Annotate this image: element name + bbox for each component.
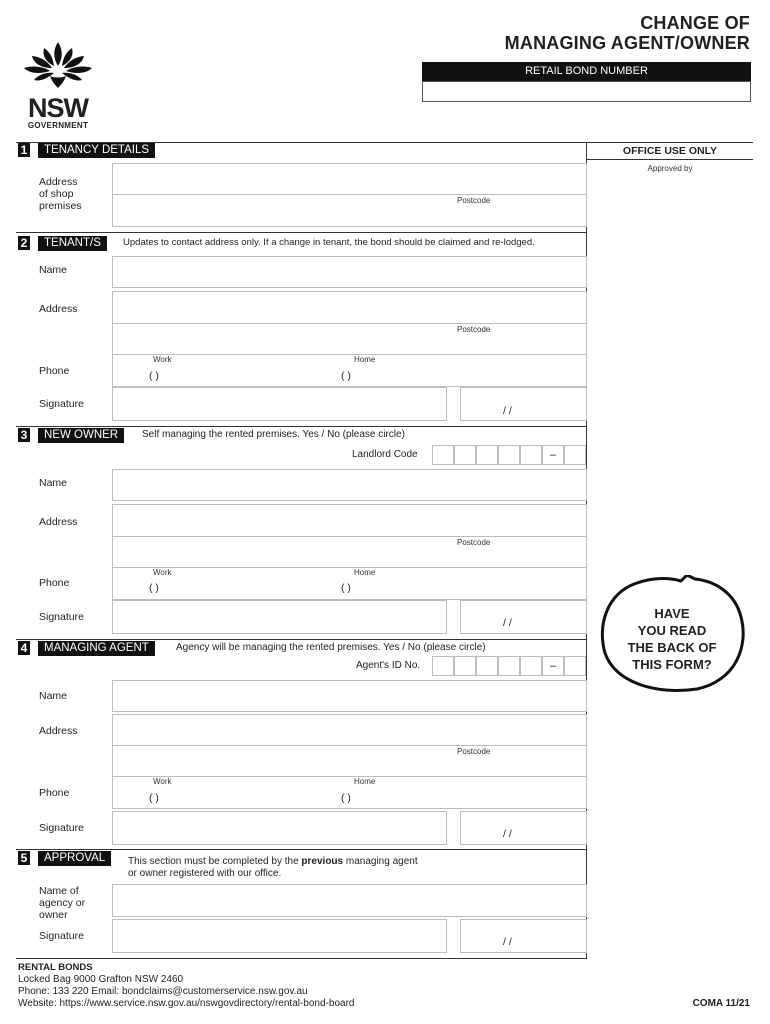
home-phone-area: ( ) [341, 370, 351, 382]
address-of-shop-premises-label: Address of shop premises [39, 176, 82, 212]
owner-signature-input[interactable] [112, 600, 447, 634]
work-phone-area: ( ) [149, 370, 159, 382]
callout-line: HAVE [654, 606, 690, 621]
code-cell[interactable] [564, 445, 586, 465]
shop-address-line-1[interactable] [112, 163, 587, 195]
retail-bond-number-input[interactable] [422, 81, 751, 102]
section-2-note: Updates to contact address only. If a change in tenant, the bond should be claimed and re-lodged. [123, 237, 535, 248]
work-phone-area: ( ) [149, 792, 159, 804]
callout-line: YOU READ [637, 623, 707, 638]
retail-bond-number-label: RETAIL BOND NUMBER [422, 62, 751, 81]
agent-phone-label: Phone [39, 787, 70, 799]
approval-signature-input[interactable] [112, 919, 447, 953]
section-4-number: 4 [18, 641, 30, 655]
owner-address-line-2[interactable] [112, 536, 587, 568]
landlord-code-label: Landlord Code [352, 449, 418, 460]
postcode-label: Postcode [457, 747, 491, 756]
shop-address-line-2[interactable] [112, 194, 587, 227]
postcode-label: Postcode [457, 196, 491, 205]
date-separator: / / [503, 405, 512, 417]
date-separator: / / [503, 936, 512, 948]
approval-signature-label: Signature [39, 930, 84, 942]
agent-address-label: Address [39, 725, 78, 737]
section-4-note: Agency will be managing the rented premises. Yes / No (please circle) [176, 642, 486, 653]
footer-address: Locked Bag 9000 Grafton NSW 2460 [18, 974, 184, 985]
approval-date-input[interactable] [460, 919, 587, 953]
section-4-title: MANAGING AGENT [38, 641, 155, 656]
footer-website[interactable]: Website: https://www.service.nsw.gov.au/nswgovdirectory/rental-bond-board [18, 998, 355, 1009]
office-use-title: OFFICE USE ONLY [622, 145, 718, 157]
agent-signature-input[interactable] [112, 811, 447, 845]
agent-address-line-1[interactable] [112, 714, 587, 746]
section-5-rule [16, 849, 586, 850]
tenant-address-line-1[interactable] [112, 291, 587, 324]
work-label: Work [153, 568, 172, 577]
section-2-rule [16, 232, 586, 233]
agency-or-owner-label: Name of agency or owner [39, 885, 86, 921]
section-5-note [128, 856, 418, 867]
owner-address-label: Address [39, 516, 78, 528]
landlord-code-boxes[interactable] [432, 445, 586, 465]
section-5-number: 5 [18, 851, 30, 865]
code-cell[interactable] [520, 445, 542, 465]
title-line-1: CHANGE OF [640, 13, 750, 33]
agent-date-input[interactable] [460, 811, 587, 845]
section-2-title: TENANT/S [38, 236, 107, 251]
section-3-number: 3 [18, 428, 30, 442]
footer-phone-email: Phone: 133 220 Email: bondclaims@customerservice.nsw.gov.au [18, 986, 308, 997]
section-5-title: APPROVAL [38, 851, 111, 866]
owner-name-label: Name [39, 477, 68, 489]
tenant-phone-label: Phone [39, 365, 70, 377]
code-dash: – [542, 445, 564, 465]
owner-name-input[interactable] [112, 469, 587, 501]
agent-signature-label: Signature [39, 822, 84, 834]
date-separator: / / [503, 617, 512, 629]
tenant-signature-input[interactable] [112, 387, 447, 421]
code-cell[interactable] [454, 445, 476, 465]
nsw-government-logo [20, 40, 96, 130]
section-1-number: 1 [18, 143, 30, 157]
tenant-signature-label: Signature [39, 398, 84, 410]
logo-nsw-text: NSW [28, 93, 88, 123]
code-dash: – [542, 656, 564, 676]
home-label: Home [354, 355, 376, 364]
code-cell[interactable] [520, 656, 542, 676]
callout-line: THIS FORM? [632, 657, 712, 672]
code-cell[interactable] [432, 445, 454, 465]
owner-signature-label: Signature [39, 611, 84, 623]
work-label: Work [153, 777, 172, 786]
home-label: Home [354, 568, 376, 577]
date-separator: / / [503, 828, 512, 840]
tenant-address-line-2[interactable] [112, 323, 587, 355]
tenant-name-input[interactable] [112, 256, 587, 288]
code-cell[interactable] [454, 656, 476, 676]
postcode-label: Postcode [457, 325, 491, 334]
owner-date-input[interactable] [460, 600, 587, 634]
tenant-address-label: Address [39, 303, 78, 315]
section-2-number: 2 [18, 236, 30, 250]
code-cell[interactable] [498, 445, 520, 465]
code-cell[interactable] [498, 656, 520, 676]
agent-id-label: Agent's ID No. [356, 660, 421, 671]
home-phone-area: ( ) [341, 792, 351, 804]
note-bold-text: previous [301, 856, 344, 867]
approved-by-label: Approved by [647, 164, 693, 173]
home-label: Home [354, 777, 376, 786]
owner-phone-label: Phone [39, 577, 70, 589]
tenant-name-label: Name [39, 264, 68, 276]
tenant-date-input[interactable] [460, 387, 587, 421]
work-label: Work [153, 355, 172, 364]
agent-id-boxes[interactable] [432, 656, 586, 676]
code-cell[interactable] [476, 656, 498, 676]
section-4-rule [16, 639, 586, 640]
note-text: This section must be completed by the [128, 856, 302, 867]
callout-text [597, 605, 747, 673]
form-code: COMA 11/21 [692, 998, 750, 1009]
page-title [505, 13, 750, 53]
callout-line: THE BACK OF [627, 640, 717, 655]
waratah-icon [20, 40, 96, 90]
home-phone-area: ( ) [341, 582, 351, 594]
title-line-2: MANAGING AGENT/OWNER [504, 33, 750, 53]
note-text: managing agent [343, 856, 418, 867]
section-1-title: TENANCY DETAILS [38, 143, 155, 158]
work-phone-area: ( ) [149, 582, 159, 594]
agent-address-line-2[interactable] [112, 745, 587, 777]
footer-contact [18, 962, 354, 1010]
agent-name-input[interactable] [112, 680, 587, 712]
logo-government-text: GOVERNMENT [27, 121, 89, 130]
agent-name-label: Name [39, 690, 68, 702]
code-cell[interactable] [432, 656, 454, 676]
owner-address-line-1[interactable] [112, 504, 587, 537]
code-cell[interactable] [564, 656, 586, 676]
section-3-title: NEW OWNER [38, 428, 124, 443]
section-5-note-line-2: or owner registered with our office. [128, 868, 282, 879]
postcode-label: Postcode [457, 538, 491, 547]
section-3-rule [16, 426, 586, 427]
office-title-rule [587, 159, 753, 160]
bottom-rule [16, 958, 587, 959]
agency-owner-name-input[interactable] [112, 884, 587, 917]
read-back-callout [597, 575, 747, 695]
code-cell[interactable] [476, 445, 498, 465]
section-3-note: Self managing the rented premises. Yes / No (please circle) [142, 429, 405, 440]
footer-title: RENTAL BONDS [18, 962, 93, 973]
